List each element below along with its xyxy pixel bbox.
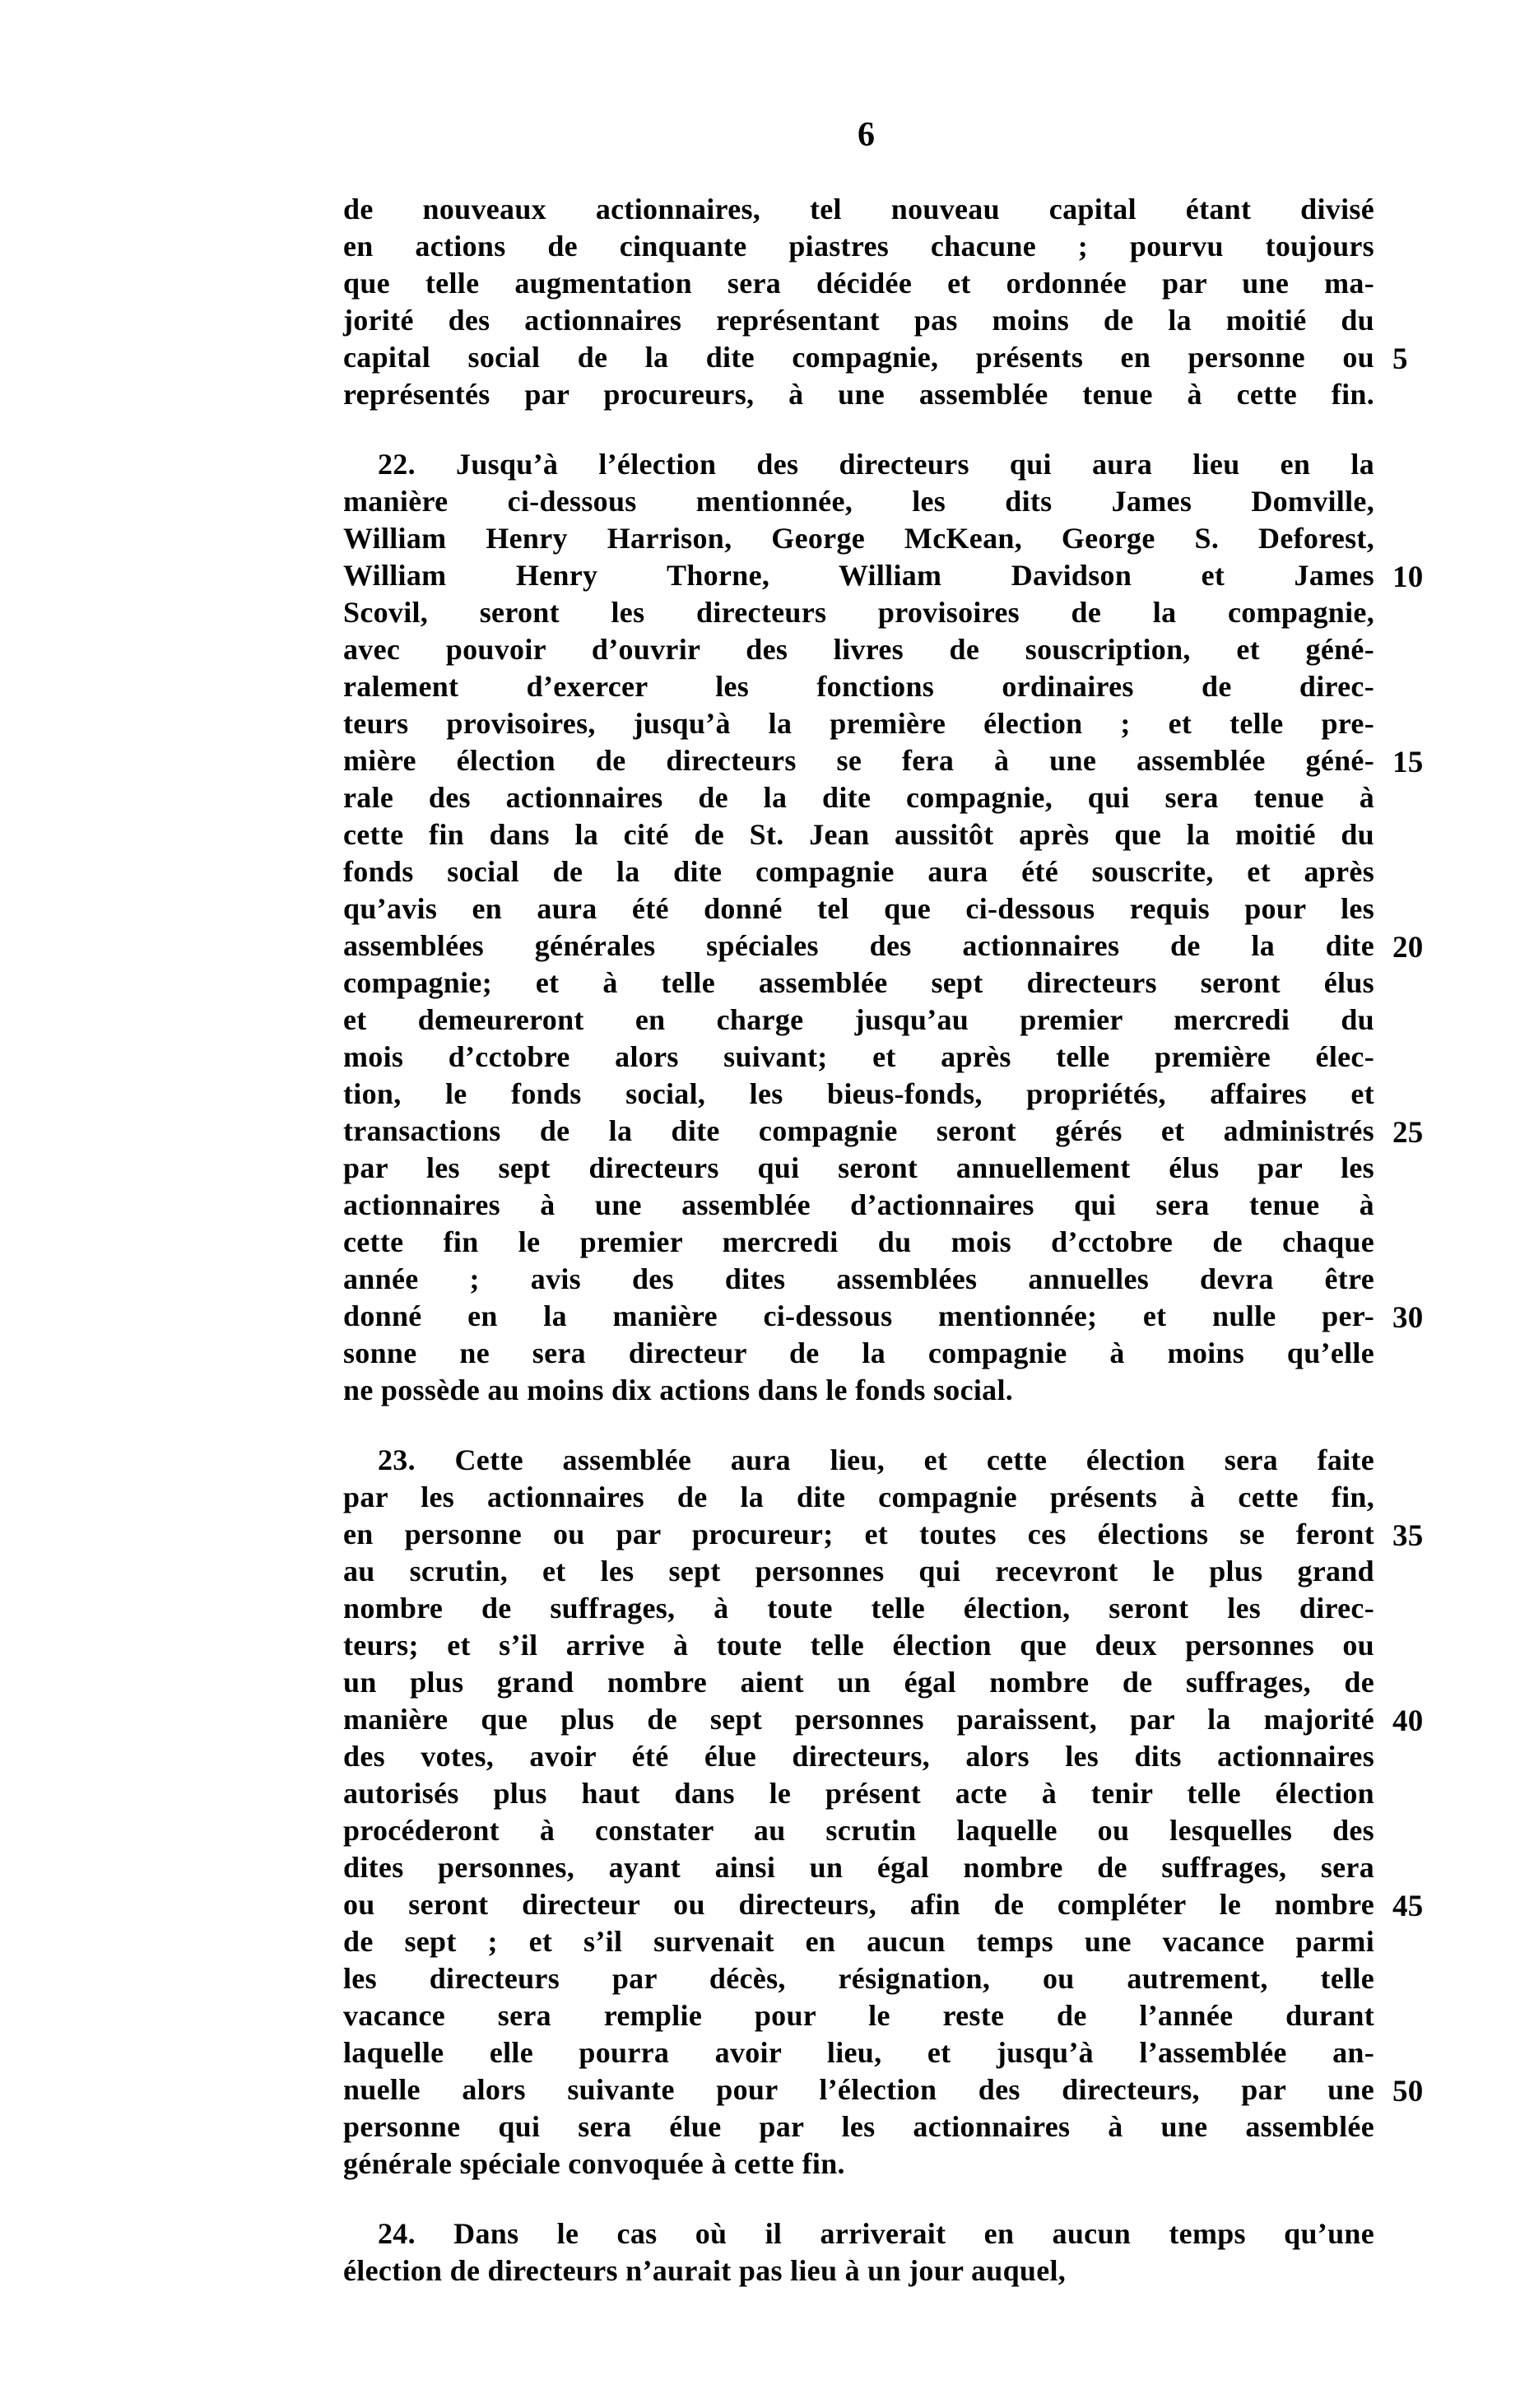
text-line [343, 483, 1374, 520]
line-text: par les actionnaires de la dite compagnie présents à cette fin, [343, 1481, 1374, 1513]
text-line [343, 376, 1374, 413]
line-text: en personne ou par procureur; et toutes ces élections se feront [343, 1518, 1374, 1550]
text-line [343, 191, 1374, 228]
line-text: ou seront directeur ou directeurs, afin de compléter le nombre [343, 1888, 1374, 1921]
text-line [343, 1886, 1424, 1923]
text-line [343, 1113, 1424, 1150]
text-line [343, 890, 1374, 927]
text-line [343, 1960, 1374, 1997]
text-line [343, 1849, 1374, 1886]
line-text: actionnaires à une assemblée d’actionnaires qui sera tenue à [343, 1188, 1374, 1221]
line-text: au scrutin, et les sept personnes qui recevront le plus grand [343, 1555, 1374, 1588]
line-text: des votes, avoir été élue directeurs, alors les dits actionnaires [343, 1740, 1374, 1773]
text-body [343, 191, 1424, 2289]
text-line [343, 1187, 1374, 1224]
text-line [343, 668, 1374, 705]
text-line [343, 1997, 1374, 2034]
text-line [343, 1335, 1374, 1372]
text-line [343, 594, 1374, 631]
text-line [343, 1442, 1374, 1479]
line-text: nombre de suffrages, à toute telle élection, seront les direc- [343, 1592, 1374, 1625]
line-text: rale des actionnaires de la dite compagnie, qui sera tenue à [343, 781, 1374, 814]
margin-line-number: 20 [1392, 931, 1424, 965]
line-text: 24. Dans le cas où il arriverait en aucun temps qu’une [378, 2217, 1374, 2250]
text-line [343, 1923, 1374, 1960]
line-text: sonne ne sera directeur de la compagnie à moins qu’elle [343, 1336, 1374, 1369]
line-text: compagnie; et à telle assemblée sept directeurs seront élus [343, 966, 1374, 999]
line-text: cette fin dans la cité de St. Jean aussitôt après que la moitié du [343, 818, 1374, 851]
text-line [343, 557, 1424, 594]
margin-line-number: 35 [1392, 1519, 1424, 1553]
text-line [343, 520, 1374, 557]
line-text: en actions de cinquante piastres chacune ; pourvu toujours [343, 230, 1374, 263]
line-text: donné en la manière ci-dessous mentionnée; et nulle per- [343, 1299, 1374, 1332]
text-line [343, 742, 1424, 779]
line-text: autorisés plus haut dans le présent acte à tenir telle élection [343, 1777, 1374, 1810]
line-text: manière que plus de sept personnes paraissent, par la majorité [343, 1703, 1374, 1736]
text-line [343, 2071, 1424, 2108]
line-text: par les sept directeurs qui seront annuellement élus par les [343, 1151, 1374, 1184]
text-line [343, 1738, 1374, 1775]
text-line [343, 927, 1424, 965]
text-line [343, 1553, 1374, 1590]
text-line [343, 631, 1374, 668]
text-line [343, 1150, 1374, 1187]
line-text: que telle augmentation sera décidée et ordonnée par une ma- [343, 267, 1374, 300]
text-line [343, 705, 1374, 742]
line-text: tion, le fonds social, les bieus-fonds, propriétés, affaires et [343, 1077, 1374, 1110]
paragraph-continuation [343, 191, 1408, 413]
text-line [343, 779, 1374, 816]
line-text: élection de directeurs n’aurait pas lieu à un jour auquel, [343, 2254, 1067, 2287]
text-line [343, 1701, 1424, 1738]
margin-line-number: 40 [1392, 1704, 1424, 1738]
text-line [343, 2252, 1374, 2289]
text-line [343, 1298, 1424, 1335]
line-text: 22. Jusqu’à l’élection des directeurs qui aura lieu en la [378, 448, 1374, 481]
line-text: dites personnes, ayant ainsi un égal nombre de suffrages, sera [343, 1851, 1374, 1884]
line-text: William Henry Thorne, William Davidson et James [343, 559, 1374, 592]
text-line [343, 965, 1374, 1002]
margin-line-number: 15 [1392, 746, 1424, 779]
text-line [343, 1590, 1374, 1627]
line-text: représentés par procureurs, à une assemblée tenue à cette fin. [343, 378, 1374, 411]
line-text: William Henry Harrison, George McKean, George S. Deforest, [343, 522, 1374, 555]
text-line [343, 1076, 1374, 1113]
margin-line-number: 5 [1392, 342, 1408, 376]
text-line [343, 1775, 1374, 1812]
page-number: 6 [858, 116, 875, 154]
line-text: personne qui sera élue par les actionnaires à une assemblée [343, 2110, 1374, 2143]
line-text: procéderont à constater au scrutin laquelle ou lesquelles des [343, 1814, 1374, 1847]
line-text: les directeurs par décès, résignation, ou autrement, telle [343, 1962, 1374, 1995]
line-text: un plus grand nombre aient un égal nombre de suffrages, de [343, 1666, 1374, 1699]
line-text: mois d’cctobre alors suivant; et après telle première élec- [343, 1040, 1374, 1073]
margin-line-number: 50 [1392, 2075, 1424, 2108]
text-line [343, 446, 1374, 483]
line-text: assemblées générales spéciales des actionnaires de la dite [343, 929, 1374, 962]
margin-line-number: 45 [1392, 1890, 1424, 1923]
margin-line-number: 25 [1392, 1116, 1424, 1150]
line-text: qu’avis en aura été donné tel que ci-dessous requis pour les [343, 892, 1374, 925]
line-text: teurs provisoires, jusqu’à la première élection ; et telle pre- [343, 707, 1374, 740]
margin-line-number: 10 [1392, 560, 1424, 594]
text-line [343, 1479, 1374, 1516]
text-line [343, 228, 1374, 265]
text-line [343, 1812, 1374, 1849]
line-text: manière ci-dessous mentionnée, les dits James Domville, [343, 485, 1374, 518]
line-text: vacance sera remplie pour le reste de l’année durant [343, 1999, 1374, 2032]
line-text: année ; avis des dites assemblées annuelles devra être [343, 1262, 1374, 1295]
line-text: ralement d’exercer les fonctions ordinaires de direc- [343, 670, 1374, 703]
text-line [343, 2145, 1374, 2183]
line-text: de sept ; et s’il survenait en aucun temps une vacance parmi [343, 1925, 1374, 1958]
paragraph-23 [343, 1442, 1424, 2183]
text-line [343, 2108, 1374, 2145]
line-text: laquelle elle pourra avoir lieu, et jusqu’à l’assemblée an- [343, 2036, 1374, 2069]
text-line [343, 339, 1408, 376]
line-text: cette fin le premier mercredi du mois d’cctobre de chaque [343, 1225, 1374, 1258]
line-text: nuelle alors suivante pour l’élection des directeurs, par une [343, 2073, 1374, 2106]
line-text: teurs; et s’il arrive à toute telle élection que deux personnes ou [343, 1629, 1374, 1662]
text-line [343, 265, 1374, 302]
text-line [343, 1516, 1424, 1553]
line-text: ne possède au moins dix actions dans le fonds social. [343, 1374, 1014, 1406]
line-text: fonds social de la dite compagnie aura été souscrite, et après [343, 855, 1374, 888]
paragraph-24 [343, 2215, 1374, 2289]
text-line [343, 2215, 1374, 2252]
line-text: générale spéciale convoquée à cette fin. [343, 2147, 845, 2180]
text-line [343, 853, 1374, 890]
text-line [343, 2034, 1374, 2071]
text-line [343, 1224, 1374, 1261]
text-line [343, 1039, 1374, 1076]
text-line [343, 1664, 1374, 1701]
line-text: transactions de la dite compagnie seront gérés et administrés [343, 1114, 1374, 1147]
text-line [343, 1002, 1374, 1039]
line-text: jorité des actionnaires représentant pas moins de la moitié du [343, 304, 1374, 337]
line-text: avec pouvoir d’ouvrir des livres de souscription, et géné- [343, 633, 1374, 666]
line-text: et demeureront en charge jusqu’au premier mercredi du [343, 1003, 1374, 1036]
line-text: Scovil, seront les directeurs provisoires de la compagnie, [343, 596, 1374, 629]
margin-line-number: 30 [1392, 1301, 1424, 1335]
text-line [343, 1261, 1374, 1298]
text-line [343, 816, 1374, 853]
paragraph-22 [343, 446, 1424, 1409]
line-text: de nouveaux actionnaires, tel nouveau capital étant divisé [343, 193, 1374, 225]
line-text: mière élection de directeurs se fera à une assemblée géné- [343, 744, 1374, 777]
text-line [343, 1627, 1374, 1664]
text-line [343, 302, 1374, 339]
line-text: capital social de la dite compagnie, présents en personne ou [343, 341, 1374, 374]
line-text: 23. Cette assemblée aura lieu, et cette élection sera faite [378, 1443, 1374, 1476]
text-line [343, 1372, 1374, 1409]
